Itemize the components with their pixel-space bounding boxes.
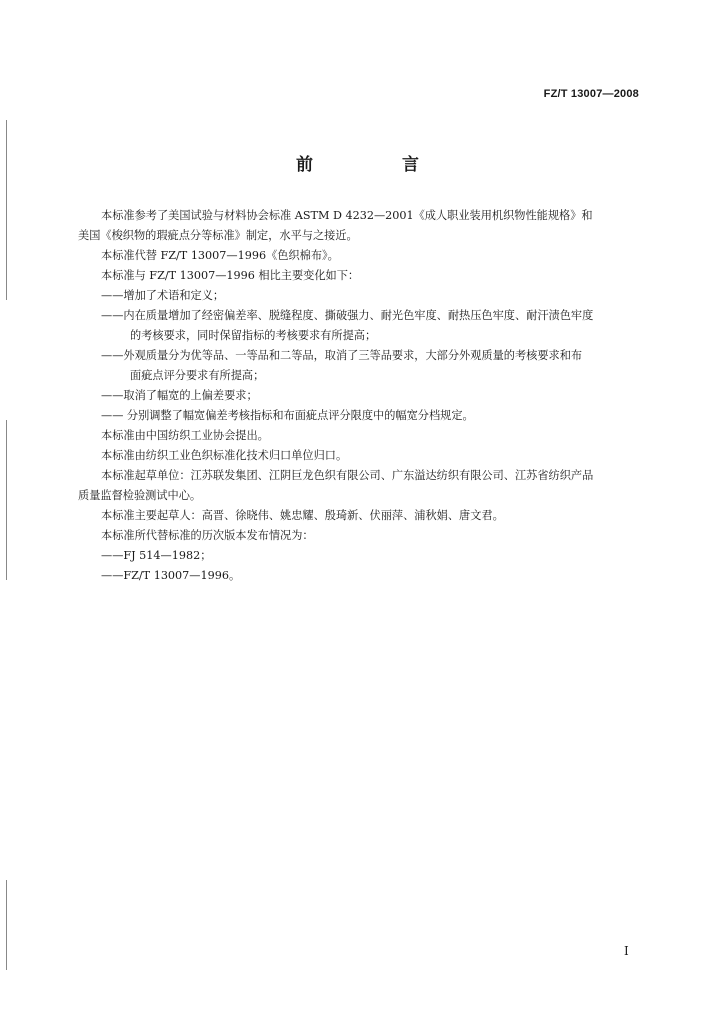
paragraph-line: 本标准由中国纺织工业协会提出。 [101, 429, 269, 442]
paragraph-line: 美国《梭织物的瑕疵点分等标准》制定，水平与之接近。 [78, 229, 358, 242]
scan-edge-mark [6, 880, 7, 970]
paragraph-line: 本标准与 FZ/T 13007—1996 相比主要变化如下： [101, 269, 360, 282]
list-item-continuation: 面疵点评分要求有所提高； [130, 369, 265, 382]
list-item: ——外观质量分为优等品、一等品和二等品，取消了三等品要求，大部分外观质量的考核要求和布 [101, 349, 583, 362]
list-item: ——FZ/T 13007—1996。 [101, 569, 241, 582]
document-body [78, 206, 643, 586]
page-number: I [624, 944, 629, 958]
page-title: 前 言 [296, 155, 455, 175]
scan-edge-mark [6, 120, 7, 300]
list-item: ——FJ 514—1982； [101, 549, 212, 562]
list-item: ——取消了幅宽的上偏差要求； [101, 389, 258, 402]
paragraph-line: 质量监督检验测试中心。 [78, 489, 202, 502]
paragraph-line: 本标准主要起草人：高晋、徐晓伟、姚忠耀、殷琦新、伏丽萍、浦秋娟、唐文君。 [101, 509, 504, 522]
paragraph-line: 本标准所代替标准的历次版本发布情况为： [101, 529, 314, 542]
scan-edge-mark [6, 420, 7, 580]
paragraph-line: 本标准起草单位：江苏联发集团、江阴巨龙色织有限公司、广东溢达纺织有限公司、江苏省纺织产品 [101, 469, 594, 482]
paragraph-line: 本标准参考了美国试验与材料协会标准 ASTM D 4232—2001《成人职业装用机织物性能规格》和 [101, 209, 593, 222]
standard-code: FZ/T 13007—2008 [543, 88, 639, 100]
list-item-continuation: 的考核要求，同时保留指标的考核要求有所提高； [130, 329, 377, 342]
list-item: ——增加了术语和定义； [101, 289, 225, 302]
paragraph-line: 本标准代替 FZ/T 13007—1996《色织棉布》。 [101, 249, 339, 262]
list-item: —— 分别调整了幅宽偏差考核指标和布面疵点评分限度中的幅宽分档规定。 [101, 409, 474, 422]
paragraph-line: 本标准由纺织工业色织标准化技术归口单位归口。 [101, 449, 348, 462]
list-item: ——内在质量增加了经密偏差率、脱缝程度、撕破强力、耐光色牢度、耐热压色牢度、耐汗渍色牢度 [101, 309, 594, 322]
